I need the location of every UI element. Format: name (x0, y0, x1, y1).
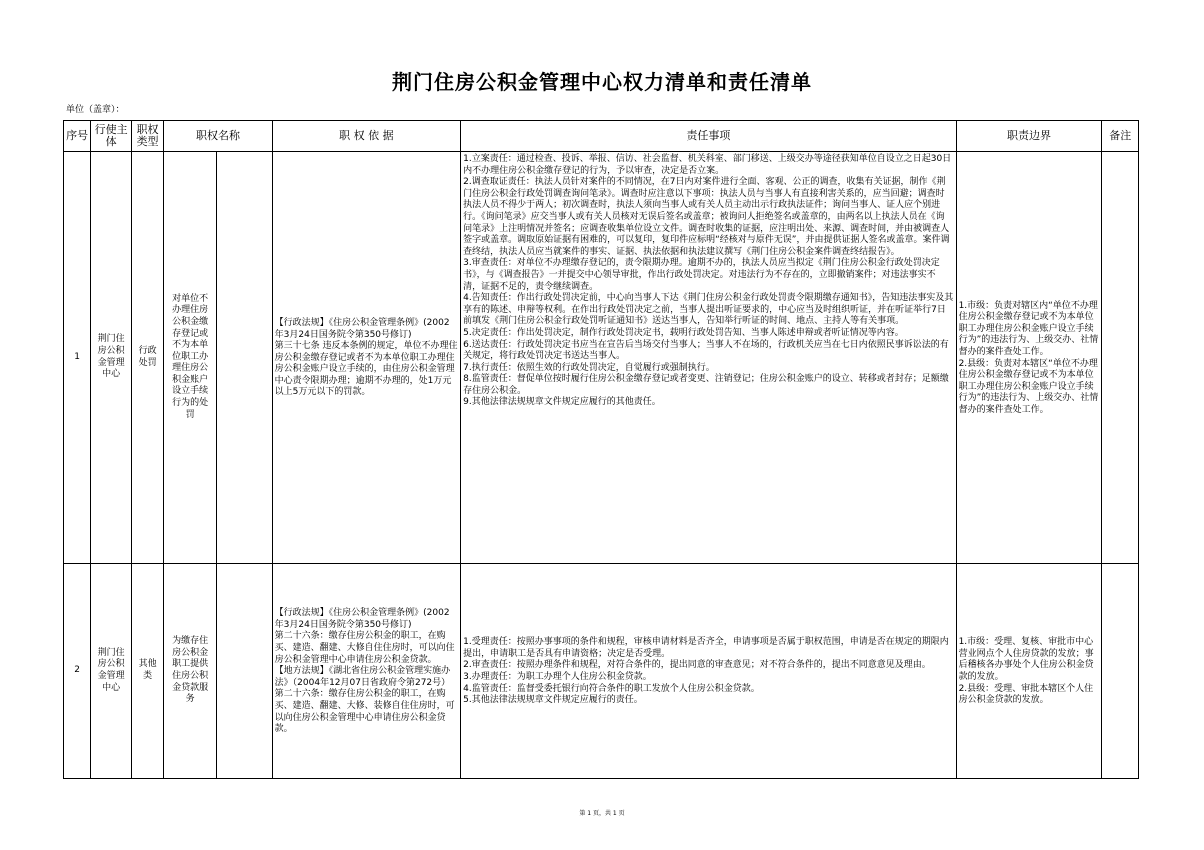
header-row (64, 121, 1139, 152)
list-item: 4.告知责任：作出行政处罚决定前，中心向当事人下达《荆门住房公积金行政处罚责令限期缴存通知书》，告知违法事实及其享有的陈述、申辩等权利。在作出行政处罚决定之前，当事人提出听证要求的，中心应当及时组织听证，并在听证举行7日前填发《荆门住房公积金行政处罚听证通知书》送达当事人，告知举行听证的时间、地点、主持人等有关事项。 (463, 293, 954, 327)
list-item: 1.受理责任：按照办事事项的条件和规程，审核申请材料是否齐全，申请事项是否属于职权范围，申请是否在规定的期限内提出，申请职工是否具有申请资格；决定是否受理。 (463, 637, 949, 659)
list-item: 3.办理责任：为职工办理个人住房公积金贷款。 (463, 672, 652, 682)
row2-basis-text: 【行政法规】《住房公积金管理条例》(2002年3月24日国务院令第350号修订) 第二十六条：缴存住房公积金的职工，在购买、建造、翻建、大修自住住房时，可以向住房公积金管理中心申请住房公积金贷款。 【地方法规】《湖北省住房公积金管理实施办法》（2004年12月07日省政府令第272号） 第二十六条：缴存住房公积金的职工，在购买、建造、翻建、大修、装修自住住房时，可以向住房公积金管理中心申请住房公积金贷款。 (274, 608, 455, 735)
page-title: 荆门住房公积金管理中心权力清单和责任清单 (392, 70, 812, 94)
list-item: 2.审查责任：按照办理条件和规程，对符合条件的，提出同意的审查意见；对不符合条件的，提出不同意意见及理由。 (463, 660, 931, 671)
row1-basis-text: 【行政法规】《住房公积金管理条例》(2002年3月24日国务院令第350号修订) 第三十七条 违反本条例的规定，单位不办理住房公积金缴存登记或者不为本单位职工办理住房公积金账户设立手续的，由住房公积金管理中心责令限期办理；逾期不办理的，处1万元以上5万元以下的罚款。 (274, 317, 458, 398)
row2-seq: 2 (64, 564, 91, 779)
row2-note (1102, 564, 1139, 779)
header-type: 职权类型 (131, 121, 163, 152)
row1-basis (272, 152, 460, 564)
header-duties: 责任事项 (461, 121, 956, 152)
list-item: 1.立案责任：通过检查、投诉、举报、信访、社会监督、机关科室、部门移送、上级交办等途径获知单位自设立之日起30日内不办理住房公积金缴存登记的行为，予以审查，决定是否立案。 (463, 154, 952, 176)
list-item: 9.其他法律法规规章文件规定应履行的其他责任。 (463, 397, 661, 408)
row2-duties (461, 564, 956, 779)
row1-name: 对单位不办理住房公积金缴存登记或不为本单位职工办理住房公积金账户设立手续行为的处罚 (164, 152, 217, 564)
header-basis: 职 权 依 据 (272, 121, 460, 152)
header-boundary: 职责边界 (956, 121, 1102, 152)
table-row (64, 152, 1139, 564)
row2-subject: 荆门住房公积金管理中心 (91, 564, 132, 779)
row2-name-spare (216, 564, 272, 779)
row2-name: 为缴存住房公积金职工提供住房公积金贷款服务 (164, 564, 217, 779)
row1-boundary-text: 1.市级：负责对辖区内“单位不办理住房公积金缴存登记或不为本单位职工办理住房公积金账户设立手续行为”的违法行为、上级交办、社情督办的案件查处工作。 2.县级：负责对本辖区“单位不办理住房公积金缴存登记或不为本单位职工办理住房公积金账户设立手续行为”的违法行为、上级交办、社情督办的案件查处工作。 (958, 300, 1099, 415)
unit-label: 单位（盖章）： (66, 105, 125, 115)
list-item: 3.审查责任：对单位不办理缴存登记的，责令限期办理。逾期不办的，执法人员应当拟定《荆门住房公积金行政处罚决定书》，与《调查报告》一并提交中心领导审批，作出行政处罚决定。对违法行为不存在的，立即撤销案件；对违法事实不清，证据不足的，责令继续调查。 (463, 258, 940, 292)
row2-type: 其他类 (131, 564, 163, 779)
row1-subject: 荆门住房公积金管理中心 (91, 152, 132, 564)
row2-boundary-text: 1.市级：受理、复核、审批市中心营业网点个人住房贷款的发放；事后稽核各办事处个人住房公积金贷款的发放。 2.县级：受理、审批本辖区个人住房公积金贷款的发放。 (958, 637, 1094, 706)
list-item: 8.监管责任：督促单位按时履行住房公积金缴存登记或者变更、注销登记；住房公积金账户的设立、转移或者封存；足额缴存住房公积金。 (463, 374, 949, 396)
table-row (64, 564, 1139, 779)
header-name: 职权名称 (164, 121, 272, 152)
row1-name-spare (216, 152, 272, 564)
list-item: 5.其他法律法规规章文件规定应履行的责任。 (463, 695, 643, 706)
header-seq: 序号 (64, 121, 91, 152)
page-footer: 第 1 页，共 1 页 (579, 810, 625, 817)
row2-basis (272, 564, 460, 779)
power-list-table (63, 120, 1139, 779)
list-item: 2.调查取证责任：执法人员针对案件的不同情况，在7日内对案件进行全面、客观、公正的调查，收集有关证据，制作《荆门住房公积金行政处罚调查询问笔录》。调查时应注意以下事项：执法人员与当事人有直接利害关系的，应当回避；调查时执法人员不得少于两人；初次调查时，执法人须向当事人或有关人员主动出示行政执法证件；询问当事人、证人应个别进行。《询问笔录》应交当事人或有关人员核对无误后签名或盖章；被询问人拒绝签名或盖章的，由两名以上执法人员在《询问笔录》上注明情况并签名；应调查收集单位设立文件。调查时收集的证据，应注明出处、来源、调查时间，并由被调查人签字或盖章。调取原始证据有困难的，可以复印，复印件应标明“经核对与原件无误”，并由提供证据人签名或盖章。案件调查终结，执法人员应当就案件的事实、证据、执法依据和执法建议撰写《荆门住房公积金案件调查终结报告》。 (463, 177, 950, 257)
row1-type: 行政处罚 (131, 152, 163, 564)
row1-duties (461, 152, 956, 564)
header-subject: 行使主体 (91, 121, 132, 152)
list-item: 5.决定责任：作出处罚决定，制作行政处罚决定书，载明行政处罚告知、当事人陈述申辩或者听证情况等内容。 (463, 327, 904, 338)
list-item: 6.送达责任：行政处罚决定书应当在宣告后当场交付当事人；当事人不在场的，行政机关应当在七日内依照民事诉讼法的有关规定，将行政处罚决定书送达当事人。 (463, 339, 949, 362)
list-item: 4.监管责任：监督受委托银行向符合条件的职工发放个人住房公积金贷款。 (463, 683, 760, 694)
list-item: 7.执行责任：依照生效的行政处罚决定，自觉履行或强制执行。 (463, 362, 715, 373)
header-note: 备注 (1102, 121, 1139, 152)
row2-boundary (956, 564, 1102, 779)
row1-seq: 1 (64, 152, 91, 564)
row1-boundary (956, 152, 1102, 564)
row1-note (1102, 152, 1139, 564)
